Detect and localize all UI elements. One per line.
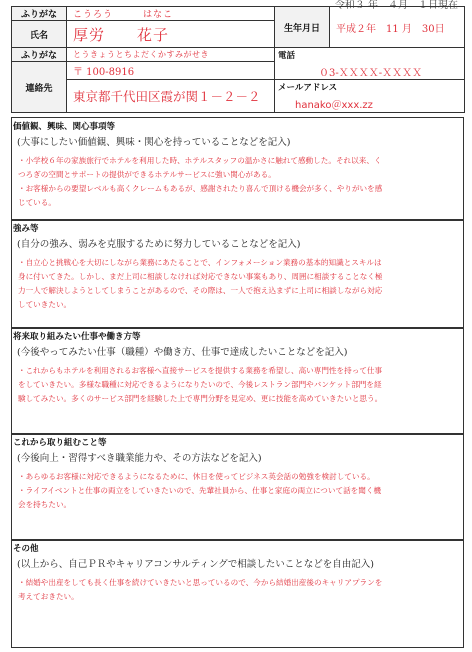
section-subtitle: (以上から、自己ＰＲやキャリアコンサルティングで相談したいことなどを自由記入) [17,559,375,570]
body-line: ・結婚や出産をしても長く仕事を続けていきたいと思っているので、今から結婚出産後のキャリアプランを [18,578,383,587]
name-label: 氏名 [12,21,67,48]
furigana-label: ふりがな [12,7,67,21]
body-line: ・ライフイベントと仕事の両立をしていきたいので、先輩社員から、仕事と家庭の両立について話を聞く機 [18,486,382,495]
section-title: 強み等 [13,224,39,234]
address-furigana-label: ふりがな [12,48,67,62]
section-title: これから取り組むこと等 [13,438,107,448]
section-next-steps [11,433,464,541]
section-values [11,117,464,221]
body-line: 会を持ちたい。 [18,500,72,509]
section-title: 価値観、興味、関心事項等 [13,122,116,132]
contact-label: 連絡先 [12,62,67,113]
name-furigana: こうろう はなこ [67,7,275,21]
section-subtitle: (大事にしたい価値観、興味・関心を持っていることなどを記入) [17,137,291,148]
email-address: hanako＠xxx.zz [295,100,373,111]
body-line: ・自立心と挑戦心を大切にしながら業務にあたることで、インフォメーション業務の基本的知識とスキルは [18,258,382,267]
body-line: 験してみたい。多くのサービス部門を経験した上で専門分野を見定め、更に技能を高めていきたいと思う。 [18,394,383,403]
postal-code: 〒 100-8916 [67,62,275,80]
full-name: 厚労 花子 [67,21,275,48]
body-line: ・小学校６年の家族旅行でホテルを利用した時、ホテルスタッフの温かさに触れて感動した。それ以来、く [18,156,382,165]
profile-table [11,6,465,113]
birth-date-label: 生年月日 [275,7,330,48]
phone-label: 電話 [275,48,464,62]
section-body [18,256,455,312]
birth-date: 平成２年 11 月 30日 [330,7,465,48]
address: 東京都千代田区霞が関１－２－２ [67,80,275,113]
body-line: じている。 [18,198,56,207]
section-other [11,539,464,648]
body-line: をしていきたい。多様な職種に対応できるようになりたいので、今後レストラン部門やバンケット部門を経 [18,380,382,389]
section-future-work [11,327,464,435]
section-body [18,576,455,604]
section-body [18,364,455,406]
body-line: ・あらゆるお客様に対応できるようになるために、休日を使ってビジネス英会話の勉強を検討している。 [18,472,375,481]
section-strengths [11,219,464,329]
body-line: ・お客様からの要望レベルも高くクレームもあるが、感謝されたり喜んで頂ける機会が多く、やりがいを感 [18,184,383,193]
phone-number: ０3-ＸＸＸＸ-ＸＸＸＸ [319,68,423,79]
section-title: その他 [13,544,39,554]
body-line: 身に付いてきた。しかし、まだ上司に相談しなければ対応できない事案もあり、周囲に相談することなく極 [18,272,383,281]
section-body [18,154,455,210]
address-furigana: とうきょうとちよだくかすみがせき [67,48,275,62]
body-line: ・これからもホテルを利用されるお客様へ直接サービスを提供する業務を希望し、高い専門性を持って仕事 [18,366,383,375]
as-of-date: 令和３ 年 ４月 １日現在 [334,0,458,11]
section-subtitle: (今後向上・習得すべき職業能力や、その方法などを記入) [17,453,262,464]
body-line: 考えておきたい。 [18,592,79,601]
section-title: 将来取り組みたい仕事や働き方等 [13,332,141,342]
body-line: していきたい。 [18,300,72,309]
email-label: メールアドレス [275,80,464,94]
section-subtitle: (今後やってみたい仕事（職種）や働き方、仕事で達成したいことなどを記入) [17,347,348,358]
body-line: 力一人で解決しようとしてしまうことがあるので、その際は、一人で抱え込まずに上司に相談しながら対応 [18,286,383,295]
body-line: つろぎの空間とサポートの提供ができるホテルサービスに強い関心がある。 [18,170,276,179]
section-subtitle: (自分の強み、弱みを克服するために努力していることなどを記入) [17,239,301,250]
section-body [18,470,455,512]
